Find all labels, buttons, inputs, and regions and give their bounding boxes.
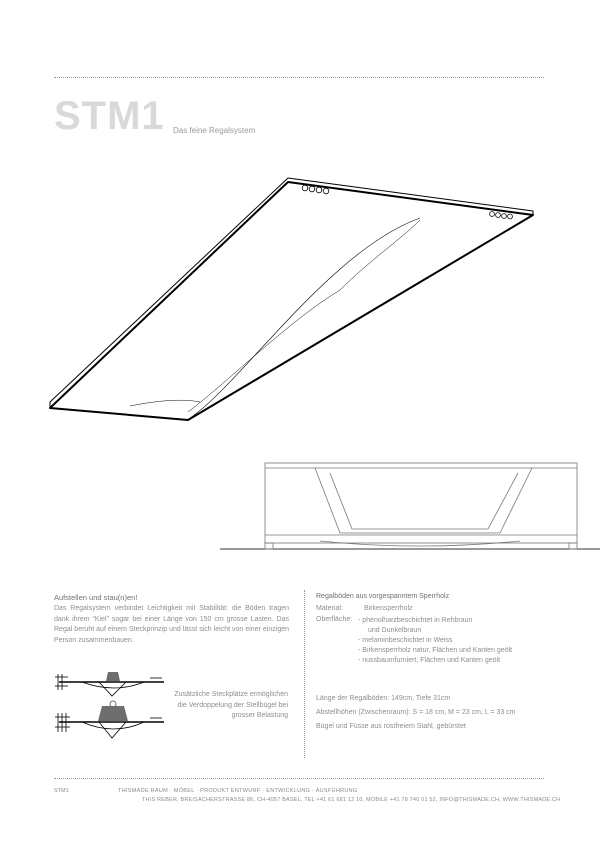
- surface-item: - nussbaumfurniert, Flächen und Kanten geölt: [358, 657, 501, 664]
- page-subtitle: Das feine Regalsystem: [173, 126, 256, 135]
- surface-item: - phenolharzbeschichtet in Rehbraun: [358, 617, 473, 624]
- shelf-front-elevation: [220, 455, 600, 555]
- surface-label: Oberfläche:: [316, 616, 353, 623]
- bracket-caption: Zusätzliche Steckplätze ermöglichen die Verdoppelung der Stellbügel bei grosser Belastung: [174, 691, 288, 719]
- weight-large-icon: [98, 706, 128, 721]
- footer-company: THISMADE RAUM · MÖBEL · PRODUKT ENTWURF · ENTWICKLUNG · AUSFÜHRUNG: [118, 788, 358, 794]
- top-dotted-rule: [54, 77, 544, 78]
- bracket-diagram-single: [54, 664, 169, 699]
- footer-code: STM1: [54, 788, 69, 794]
- assembly-paragraph: Das Regalsystem verbindet Leichtigkeit mit Stabilität: die Böden tragen dank ihrem “Kiel” sogar bei einer Länge von 150 cm grosse Lasten. Das Regal beruht auf einem Steckprinzip und lässt sich leicht von einer einzigen Person zusammenbauen.: [54, 605, 289, 644]
- footer-address: THIS REBER, BREISACHERSTRASSE 86, CH-4057 BASEL, TEL +41 61 681 12 10, MOBILE +41 78 740 01 52, INFO@THISMADE.CH, WWW.THISMADE.CH: [142, 797, 561, 803]
- bottom-dotted-rule: [54, 778, 544, 779]
- material-label: Material:: [316, 605, 343, 612]
- shelf-heights: Abstellhöhen (Zwischenraum): S = 18 cm, M = 23 cm, L = 33 cm: [316, 709, 516, 716]
- surface-item: - Birkensperrholz natur, Flächen und Kanten geölt: [358, 647, 513, 654]
- shelf-perspective-drawing: [40, 170, 540, 430]
- surface-item: und Dunkelbraun: [368, 627, 422, 634]
- material-value: Birkensperrholz: [364, 605, 413, 612]
- shelf-length: Länge der Regalböden: 149cm, Tiefe 31cm: [316, 695, 451, 702]
- assembly-heading: Aufstellen und stau(n)en!: [54, 593, 138, 602]
- material-row: [316, 604, 556, 615]
- surface-list: [358, 616, 548, 666]
- column-divider: [304, 590, 305, 758]
- surface-item: - melaminbeschichtet in Weiss: [358, 637, 453, 644]
- bracket-diagram-double: [54, 700, 169, 742]
- page-title: STM1: [54, 94, 165, 138]
- weight-small-icon: [106, 672, 120, 681]
- plywood-heading: Regalböden aus vorgespanntem Sperrholz: [316, 593, 450, 600]
- steel-parts: Bügel und Füsse aus rostfreiem Stahl, gebürstet: [316, 723, 466, 730]
